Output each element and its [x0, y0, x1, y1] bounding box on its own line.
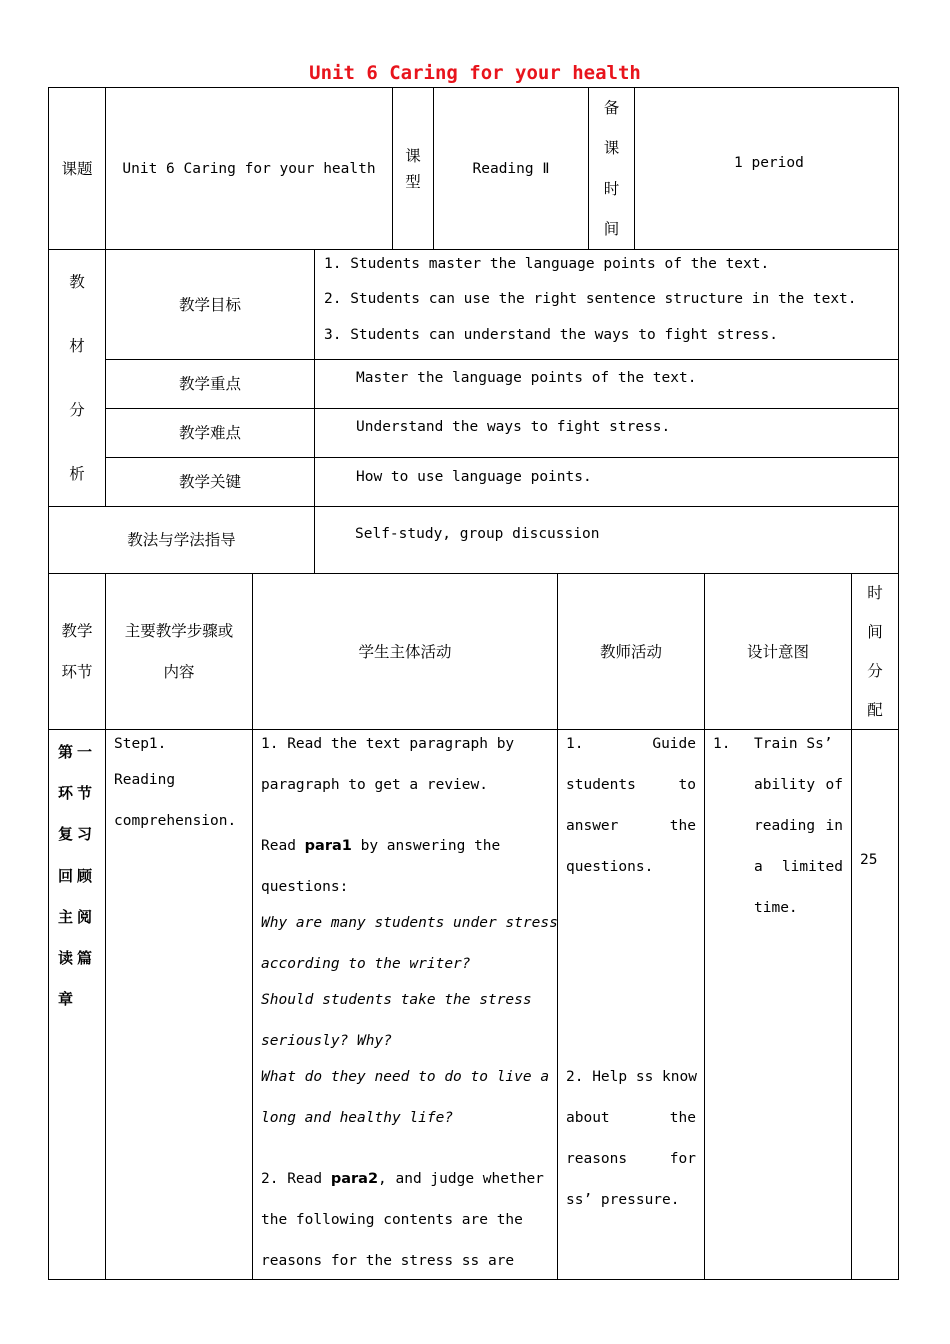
time-label-char: 课: [603, 139, 620, 158]
stage1-name: [58, 732, 98, 1020]
student-line: [261, 836, 500, 856]
focus-cell: [314, 359, 899, 409]
student-line: reasons for the stress ss are: [261, 1253, 515, 1269]
design-line: [754, 857, 843, 877]
teacher-line: [566, 1149, 696, 1169]
stage1-time-value: 25: [860, 852, 878, 868]
design-line: time.: [754, 900, 798, 916]
method-label: 教法与学法指导: [48, 506, 315, 574]
time-label-char: 间: [603, 219, 620, 238]
time-value: 1 period: [734, 155, 804, 171]
col-steps-line: 主要教学步骤或: [124, 621, 234, 640]
student-text: , and judge whether: [378, 1171, 544, 1187]
design-line: [754, 816, 843, 836]
time-label-char: 备: [603, 99, 620, 118]
time-value-cell: [634, 87, 899, 250]
student-line: questions:: [261, 879, 349, 895]
stage1-step-cell: [105, 729, 253, 1280]
stage1-name-line: 章: [58, 990, 78, 1009]
design-text: in: [825, 818, 843, 834]
question-line: Why are many students under stress: [261, 915, 558, 931]
col-stage-line: 环节: [61, 662, 93, 681]
design-text: limited: [781, 859, 843, 875]
stage1-name-line: 读篇: [58, 949, 97, 968]
teacher-line: [566, 734, 696, 754]
question-line: long and healthy life?: [261, 1110, 454, 1126]
analysis-section-label: [48, 249, 106, 507]
difficulty-cell: [314, 408, 899, 458]
step-line: Reading: [114, 772, 176, 788]
col-time-char: 配: [867, 700, 883, 719]
step-line: comprehension.: [114, 813, 237, 829]
teacher-text: students: [566, 777, 636, 793]
time-label-char: 时: [603, 179, 620, 198]
teacher-line: questions.: [566, 859, 654, 875]
student-line: [261, 1169, 544, 1189]
col-stage-header: [48, 573, 106, 730]
student-para-ref: para1: [304, 838, 352, 854]
design-line: Train Ss’: [754, 736, 833, 752]
design-number: 1.: [713, 736, 731, 752]
teacher-text: to: [678, 777, 696, 793]
difficulty-value: Understand the ways to fight stress.: [356, 419, 671, 435]
col-steps-line: 内容: [163, 662, 195, 681]
col-stage-line: 教学: [61, 621, 93, 640]
stage1-teacher-cell: [557, 729, 705, 1280]
teacher-text: the: [669, 1110, 696, 1126]
key-cell: [314, 457, 899, 507]
col-time-header: [851, 573, 899, 730]
student-line: paragraph to get a review.: [261, 777, 488, 793]
col-teacher-header: 教师活动: [557, 573, 705, 730]
document-title: Unit 6 Caring for your health: [309, 62, 641, 84]
col-time-char: 间: [867, 623, 883, 642]
stage1-name-cell: [48, 729, 106, 1280]
objectives-label: 教学目标: [105, 249, 315, 360]
teacher-text: for: [669, 1151, 696, 1167]
type-value: Reading Ⅱ: [433, 87, 589, 250]
design-text: reading: [754, 818, 816, 834]
stage1-name-line: 主阅: [58, 907, 97, 926]
method-cell: [314, 506, 899, 574]
student-line: 1. Read the text paragraph by: [261, 736, 515, 752]
key-label: 教学关键: [105, 457, 315, 507]
teacher-text: the: [669, 818, 696, 834]
teacher-line: [566, 775, 696, 795]
question-line: seriously? Why?: [261, 1033, 392, 1049]
question-line: What do they need to do to live a: [261, 1069, 550, 1085]
topic-label: 课题: [48, 87, 106, 250]
teacher-text: Guide: [652, 736, 696, 752]
design-line: [754, 775, 843, 795]
teacher-line: ss’ pressure.: [566, 1192, 680, 1208]
time-label: [588, 87, 635, 250]
col-steps-header: [105, 573, 253, 730]
student-text: by answering the: [351, 838, 501, 854]
step-line: Step1.: [114, 736, 167, 752]
analysis-char: 教: [69, 273, 85, 291]
objective-item: 2. Students can use the right sentence structure in the text.: [324, 291, 857, 307]
teacher-text: 1.: [566, 736, 584, 752]
design-text: a: [754, 859, 763, 875]
col-design-header: 设计意图: [704, 573, 852, 730]
teacher-line: [566, 1108, 696, 1128]
topic-value: Unit 6 Caring for your health: [105, 87, 393, 250]
stage1-name-line: 回顾: [58, 866, 97, 885]
student-text: 2. Read: [261, 1171, 331, 1187]
stage1-name-line: 环节: [58, 784, 97, 803]
method-value: Self-study, group discussion: [355, 526, 600, 542]
question-line: Should students take the stress: [261, 992, 532, 1008]
stage1-design-cell: [704, 729, 852, 1280]
student-text: Read: [261, 838, 305, 854]
analysis-char: 析: [69, 465, 85, 483]
stage1-name-line: 复习: [58, 825, 97, 844]
stage1-time-cell: [851, 729, 899, 1280]
type-label-char: 型: [405, 172, 421, 191]
stage1-name-line: 第一: [58, 743, 97, 761]
objective-item: 1. Students master the language points of the text.: [324, 256, 770, 272]
type-label: [392, 87, 434, 250]
analysis-char: 材: [69, 337, 85, 355]
design-text: ability: [754, 777, 816, 793]
key-value: How to use language points.: [356, 469, 592, 485]
focus-value: Master the language points of the text.: [356, 370, 697, 386]
teacher-text: answer: [566, 818, 619, 834]
focus-label: 教学重点: [105, 359, 315, 409]
type-label-char: 课: [405, 146, 421, 165]
col-time-char: 分: [867, 661, 883, 680]
teacher-text: reasons: [566, 1151, 628, 1167]
design-text: of: [825, 777, 843, 793]
analysis-char: 分: [69, 401, 85, 419]
student-line: the following contents are the: [261, 1212, 523, 1228]
col-time-char: 时: [867, 584, 883, 603]
stage1-student-cell: [252, 729, 558, 1280]
teacher-line: [566, 816, 696, 836]
objective-item: 3. Students can understand the ways to fight stress.: [324, 327, 778, 343]
student-para-ref: para2: [330, 1171, 379, 1187]
objectives-cell: [314, 249, 899, 360]
question-line: according to the writer?: [261, 956, 471, 972]
teacher-text: about: [566, 1110, 610, 1126]
teacher-line: 2. Help ss know: [566, 1069, 697, 1085]
col-student-header: 学生主体活动: [252, 573, 558, 730]
difficulty-label: 教学难点: [105, 408, 315, 458]
